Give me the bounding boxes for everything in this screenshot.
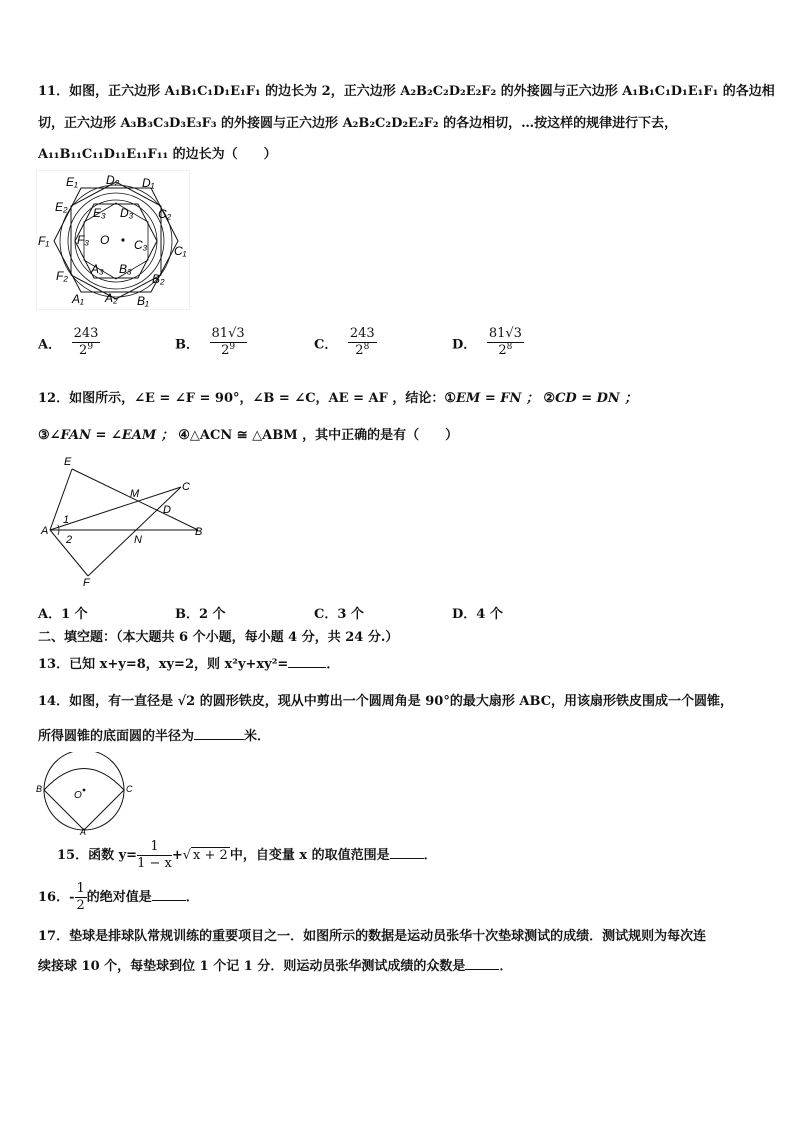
q14-line1: 14．如图，有一直径是 √2 的圆形铁皮，现从中剪出一个圆周角是 90°的最大扇形 ABC，用该扇形铁皮围成一个圆锥， [38,694,734,709]
q11-option-c[interactable]: C． $\frac{243}{2^8}$ [314,326,375,358]
label-F2: F₂ [56,269,68,283]
q13-blank[interactable] [288,667,326,668]
label-D2: D₂ [106,173,120,187]
q12-option-c[interactable]: C．3 个 [314,607,364,622]
q12-line2: ③∠FAN = ∠EAM ； ④△ACN ≅ △ABM ，其中正确的是有（ ） [38,428,459,443]
label-E1: E₁ [66,175,78,189]
label-D: D [163,504,171,516]
q15-blank[interactable] [390,858,424,859]
label-D1: D₁ [142,176,155,190]
q15: 15．函数 y= $\frac{1}{1 - x}$ +√ x + 2 中，自变量 x 的取值范围是 ． [57,839,437,871]
label-B2: B₂ [152,272,165,286]
label-B1: B₁ [137,294,149,308]
label-F: F [83,577,90,587]
q11-line1: 11．如图，正六边形 A₁B₁C₁D₁E₁F₁ 的边长为 2，正六边形 A₂B₂C₂D₂E₂F₂ 的外接圆与正六边形 A₁B₁C₁D₁E₁F₁ 的各边相 [38,84,775,99]
q12-line1: 12．如图所示，∠E = ∠F = 90°，∠B = ∠C，AE = AF ，结论：①EM = FN ； ②CD = DN ； [38,390,638,406]
q17-line2: 续接球 10 个，每垫球到位 1 个记 1 分．则运动员张华测试成绩的众数是 ． [38,959,513,974]
label-1: 1 [63,514,70,526]
label-A3: A₃ [91,262,104,276]
q11-option-b[interactable]: B． $\frac{81√3}{2^9}$ [175,326,245,358]
label-A2: A₂ [105,291,118,305]
q12-option-d[interactable]: D．4 个 [452,607,503,622]
q14-line2: 所得圆锥的底面圆的半径为 米． [38,729,271,744]
label-E2: E₂ [55,200,68,214]
label-O: O [74,790,82,801]
label-2: 2 [66,534,73,546]
q11-option-a[interactable]: A． $\frac{243}{2^9}$ [38,326,99,358]
q13: 13．已知 x+y=8，xy=2，则 x²y+xy²= ． [38,657,340,672]
q16-blank[interactable] [152,900,186,901]
q11-option-d[interactable]: D． $\frac{81√3}{2^8}$ [452,326,522,358]
section-2-heading: 二、填空题：（本大题共 6 个小题，每小题 4 分，共 24 分.） [38,630,399,645]
label-N: N [134,534,142,546]
label-O: O [100,233,110,247]
label-C3: C₃ [134,238,148,252]
label-C2: C₂ [158,207,172,221]
label-D3: D₃ [120,206,134,220]
label-C1: C₁ [174,244,187,258]
label-B: B [36,784,43,794]
circle-sector-figure [36,752,136,836]
label-A: A [80,827,87,836]
triangle-figure [38,455,210,587]
label-E3: E₃ [93,206,106,220]
label-A1: A₁ [72,292,84,306]
label-E: E [64,456,72,468]
q17-line1: 17．垫球是排球队常规训练的重要项目之一．如图所示的数据是运动员张华十次垫球测试的成绩．测试规则为每次连 [38,929,707,944]
label-F3: F₃ [77,233,90,247]
label-M: M [130,488,140,500]
q17-blank[interactable] [465,969,499,970]
q16: 16．- $\frac{1}{2}$ 的绝对值是 ． [38,881,199,913]
label-C: C [182,481,190,493]
label-C: C [126,784,133,794]
hexagon-figure [36,170,190,310]
q12-option-b[interactable]: B．2 个 [175,607,226,622]
q14-blank[interactable] [194,739,244,740]
q11-line2: 切，正六边形 A₃B₃C₃D₃E₃F₃ 的外接圆与正六边形 A₂B₂C₂D₂E₂F₂ 的各边相切，…按这样的规律进行下去， [38,116,678,131]
q11-line3: A₁₁B₁₁C₁₁D₁₁E₁₁F₁₁ 的边长为（ ） [38,147,277,162]
label-A: A [41,525,49,537]
label-B: B [195,526,203,538]
q12-option-a[interactable]: A．1 个 [38,607,88,622]
label-F1: F₁ [38,234,50,248]
label-B3: B₃ [119,262,132,276]
